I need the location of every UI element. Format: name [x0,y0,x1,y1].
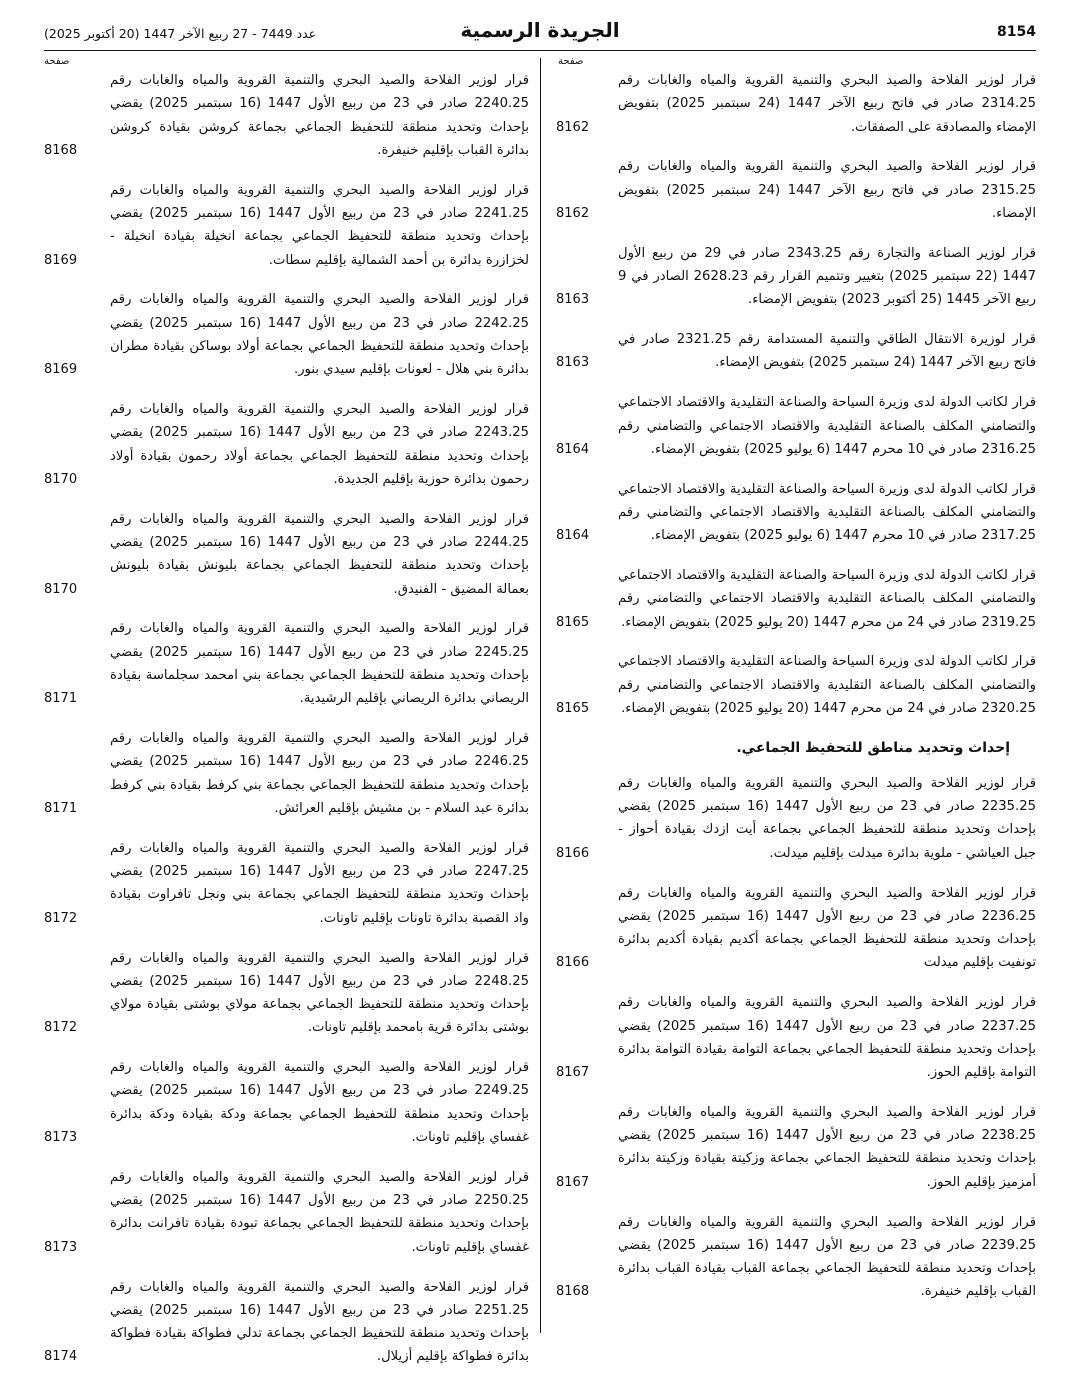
toc-entry [44,288,529,381]
toc-entry-text: قرار لكاتب الدولة لدى وزيرة السياحة والصناعة التقليدية والاقتصاد الاجتماعي والتضامني المكلف بالصناعة التقليدية والاقتصاد الاجتماعي والتضامني رقم 2316.25 صادر في 10 محرم 1447 (6 يوليو 2025) بتفويض الإمضاء. [618,395,1036,457]
toc-entry-text: قرار لكاتب الدولة لدى وزيرة السياحة والصناعة التقليدية والاقتصاد الاجتماعي والتضامني المكلف بالصناعة التقليدية والاقتصاد الاجتماعي والتضامني رقم 2320.25 صادر في 24 من محرم 1447 (20 يوليو 2025) بتفويض الإمضاء. [618,654,1036,717]
toc-entry [44,1056,529,1149]
left-entries [44,69,529,1385]
toc-entry [44,398,529,491]
toc-entry [552,991,1036,1084]
toc-entry-text: قرار لوزير الفلاحة والصيد البحري والتنمية القروية والمياه والغابات رقم 2246.25 صادر في 23 من ربيع الأول 1447 (16 سبتمبر 2025) يقضي بإحداث وتحديد منطقة للتحفيظ الجماعي بجماعة بني كرفط بقيادة بني كرفط بدائرة عبد السلام - بن مشيش بإقليم العرائش. [110,731,529,817]
toc-entry-page-number: 8164 [556,441,590,457]
toc-entry-page-number: 8173 [44,1130,78,1146]
toc-entry-page-number: 8165 [556,614,590,630]
toc-entry-text: قرار لوزير الفلاحة والصيد البحري والتنمية القروية والمياه والغابات رقم 2235.25 صادر في 23 من ربيع الأول 1447 (16 سبتمبر 2025) يقضي بإحداث وتحديد منطقة للتحفيظ الجماعي بجماعة أيت ازدك بقيادة أحواز - جبل العياشي - ملوية بدائرة ميدلت بإقليم ميدلت. [618,775,1036,861]
toc-entry [552,391,1036,461]
toc-entry-text: قرار لوزير الصناعة والتجارة رقم 2343.25 صادر في 29 من ربيع الأول 1447 (22 سبتمبر 2025) بتغيير وتتميم القرار رقم 2628.23 الصادر في 9 ربيع الآخر 1445 (25 أكتوبر 2023) بتفويض الإمضاء. [618,245,1036,308]
toc-entry [552,650,1036,720]
toc-entry-page-number: 8169 [44,252,78,268]
header-issue-info: عدد 7449 - 27 ربيع الآخر 1447 (20 أكتوبر 2025) [44,26,317,41]
toc-entry-text: قرار لوزير الفلاحة والصيد البحري والتنمية القروية والمياه والغابات رقم 2248.25 صادر في 23 من ربيع الأول 1447 (16 سبتمبر 2025) يقضي بإحداث وتحديد منطقة للتحفيظ الجماعي بجماعة مولاي بوشتى بقيادة مولاي بوشتى بدائرة قرية بامحمد بإقليم تاونات. [110,950,529,1036]
toc-entry [552,155,1036,225]
toc-entry [552,882,1036,975]
column-divider [540,58,541,1333]
toc-entry-page-number: 8172 [44,910,78,926]
header-divider [44,50,1036,51]
toc-entry-page-number: 8165 [556,701,590,717]
toc-entry-page-number: 8168 [556,1284,590,1300]
toc-entry-text: قرار لوزير الفلاحة والصيد البحري والتنمية القروية والمياه والغابات رقم 2242.25 صادر في 23 من ربيع الأول 1447 (16 سبتمبر 2025) يقضي بإحداث وتحديد منطقة للتحفيظ الجماعي بجماعة أولاد بوساكن بقيادة مطران بدائرة بني هلال - لعونات بإقليم سيدي بنور. [110,292,529,378]
toc-entry-text: قرار لوزير الفلاحة والصيد البحري والتنمية القروية والمياه والغابات رقم 2250.25 صادر في 23 من ربيع الأول 1447 (16 سبتمبر 2025) يقضي بإحداث وتحديد منطقة للتحفيظ الجماعي بجماعة تبودة بقيادة تافرانت بدائرة غفساي بإقليم تاونات. [110,1169,529,1255]
toc-entry-text: قرار لوزير الفلاحة والصيد البحري والتنمية القروية والمياه والغابات رقم 2245.25 صادر في 23 من ربيع الأول 1447 (16 سبتمبر 2025) يقضي بإحداث وتحديد منطقة للتحفيظ الجماعي بجماعة بني امحمد سجلماسة بقيادة الريصاني بدائرة الريصاني بإقليم الرشيدية. [110,621,529,707]
toc-entry [552,1211,1036,1304]
toc-entry [552,69,1036,139]
toc-entry-page-number: 8167 [556,1174,590,1190]
toc-entry-text: قرار لوزير الفلاحة والصيد البحري والتنمية القروية والمياه والغابات رقم 2315.25 صادر في فاتح ربيع الآخر 1447 (24 سبتمبر 2025) بتفويض الإمضاء. [618,159,1037,221]
toc-entry-page-number: 8169 [44,362,78,378]
toc-entry-text: قرار لوزير الفلاحة والصيد البحري والتنمية القروية والمياه والغابات رقم 2241.25 صادر في 23 من ربيع الأول 1447 (16 سبتمبر 2025) يقضي بإحداث وتحديد منطقة للتحفيظ الجماعي بجماعة انخيلة بقيادة انخيلة - لخزازرة بدائرة بن أحمد الشمالية بإقليم سطات. [110,182,529,268]
toc-entry [44,179,529,272]
toc-entry-page-number: 8172 [44,1020,78,1036]
toc-entry [44,947,529,1040]
toc-entry [552,564,1036,634]
page-column-label: صفحة [558,56,584,67]
toc-entry [552,772,1036,865]
toc-entry [44,837,529,930]
toc-entry [552,328,1036,375]
toc-entry-text: قرار لوزير الفلاحة والصيد البحري والتنمية القروية والمياه والغابات رقم 2251.25 صادر في 23 من ربيع الأول 1447 (16 سبتمبر 2025) يقضي بإحداث وتحديد منطقة للتحفيظ الجماعي بجماعة تدلي فطواكة بقيادة فطواكة بدائرة فطواكة بإقليم أزيلال. [110,1279,529,1365]
toc-entry-page-number: 8168 [44,142,78,158]
toc-entry [552,478,1036,548]
toc-entry [552,242,1036,312]
toc-entry-text: قرار لوزير الفلاحة والصيد البحري والتنمية القروية والمياه والغابات رقم 2243.25 صادر في 23 من ربيع الأول 1447 (16 سبتمبر 2025) يقضي بإحداث وتحديد منطقة للتحفيظ الجماعي بجماعة أولاد رحمون بقيادة أولاد رحمون بدائرة حوزية بإقليم الجديدة. [110,402,529,487]
toc-entry-text: قرار لكاتب الدولة لدى وزيرة السياحة والصناعة التقليدية والاقتصاد الاجتماعي والتضامني المكلف بالصناعة التقليدية والاقتصاد الاجتماعي والتضامني رقم 2317.25 صادر في 10 محرم 1447 (6 يوليو 2025) بتفويض الإمضاء. [618,481,1036,544]
toc-entry [44,727,529,820]
toc-entry [44,1166,529,1259]
toc-entry-page-number: 8174 [44,1349,78,1365]
header-page-number: 8154 [997,24,1036,40]
toc-entry [44,617,529,710]
toc-entry-page-number: 8162 [556,119,590,135]
toc-entry [44,508,529,601]
toc-entry-page-number: 8166 [556,955,590,971]
header-title: الجريدة الرسمية [460,18,620,42]
toc-entry [552,1101,1036,1194]
toc-entry-text: قرار لوزير الفلاحة والصيد البحري والتنمية القروية والمياه والغابات رقم 2244.25 صادر في 23 من ربيع الأول 1447 (16 سبتمبر 2025) يقضي بإحداث وتحديد منطقة للتحفيظ الجماعي بجماعة بليونش بقيادة بليونش بعمالة المضيق - الفنيدق. [110,511,529,597]
section-title: إحداث وتحديد مناطق للتحفيظ الجماعي. [736,739,1010,756]
page-header [44,18,1036,48]
toc-entry-text: قرار لوزير الفلاحة والصيد البحري والتنمية القروية والمياه والغابات رقم 2238.25 صادر في 23 من ربيع الأول 1447 (16 سبتمبر 2025) يقضي بإحداث وتحديد منطقة للتحفيظ الجماعي بجماعة وزكيتة بقيادة وزكيتة بدائرة أمزميز بإقليم الحوز. [618,1104,1036,1190]
toc-entry-page-number: 8164 [556,528,590,544]
toc-entry-text: قرار لوزير الفلاحة والصيد البحري والتنمية القروية والمياه والغابات رقم 2237.25 صادر في 23 من ربيع الأول 1447 (16 سبتمبر 2025) يقضي بإحداث وتحديد منطقة للتحفيظ الجماعي بجماعة التوامة بقيادة التوامة بدائرة التوامة بإقليم الحوز. [618,995,1036,1081]
toc-entry-text: قرار لوزير الفلاحة والصيد البحري والتنمية القروية والمياه والغابات رقم 2314.25 صادر في فاتح ربيع الآخر 1447 (24 سبتمبر 2025) بتفويض الإمضاء والمصادقة على الصفقات. [618,73,1037,135]
toc-entry-page-number: 8162 [556,205,590,221]
toc-entry-page-number: 8166 [556,845,590,861]
toc-entry-text: قرار لوزير الفلاحة والصيد البحري والتنمية القروية والمياه والغابات رقم 2239.25 صادر في 23 من ربيع الأول 1447 (16 سبتمبر 2025) يقضي بإحداث وتحديد منطقة للتحفيظ الجماعي بجماعة القباب بقيادة القباب بدائرة القباب بإقليم خنيفرة. [618,1214,1036,1300]
toc-entry-text: قرار لوزير الفلاحة والصيد البحري والتنمية القروية والمياه والغابات رقم 2247.25 صادر في 23 من ربيع الأول 1447 (16 سبتمبر 2025) يقضي بإحداث وتحديد منطقة للتحفيظ الجماعي بجماعة بني ونجل تافراوت بقيادة واد القصبة بدائرة تاونات بإقليم تاونات. [110,840,529,926]
toc-entry-page-number: 8171 [44,801,78,817]
toc-entry-page-number: 8170 [44,471,78,487]
page-column-label: صفحة [44,56,70,67]
toc-entry-text: قرار لوزير الفلاحة والصيد البحري والتنمية القروية والمياه والغابات رقم 2240.25 صادر في 23 من ربيع الأول 1447 (16 سبتمبر 2025) يقضي بإحداث وتحديد منطقة للتحفيظ الجماعي بجماعة كروشن بقيادة كروشن بدائرة القباب بإقليم خنيفرة. [110,73,529,158]
toc-entry-page-number: 8167 [556,1065,590,1081]
toc-entry-page-number: 8163 [556,292,590,308]
toc-entry [44,69,529,162]
toc-entry-text: قرار لوزيرة الانتقال الطاقي والتنمية المستدامة رقم 2321.25 صادر في فاتح ربيع الآخر 1447 (24 سبتمبر 2025) بتفويض الإمضاء. [618,332,1036,371]
toc-entry-page-number: 8173 [44,1239,78,1255]
toc-entry-page-number: 8171 [44,691,78,707]
toc-entry-text: قرار لوزير الفلاحة والصيد البحري والتنمية القروية والمياه والغابات رقم 2236.25 صادر في 23 من ربيع الأول 1447 (16 سبتمبر 2025) يقضي بإحداث وتحديد منطقة للتحفيظ الجماعي بجماعة أكديم بقيادة أكديم بدائرة تونفيت بإقليم ميدلت [618,885,1036,971]
toc-entry-page-number: 8170 [44,581,78,597]
toc-entry-text: قرار لكاتب الدولة لدى وزيرة السياحة والصناعة التقليدية والاقتصاد الاجتماعي والتضامني المكلف بالصناعة التقليدية والاقتصاد الاجتماعي والتضامني رقم 2319.25 صادر في 24 من محرم 1447 (20 يوليو 2025) بتفويض الإمضاء. [618,568,1036,630]
toc-entry-text: قرار لوزير الفلاحة والصيد البحري والتنمية القروية والمياه والغابات رقم 2249.25 صادر في 23 من ربيع الأول 1447 (16 سبتمبر 2025) يقضي بإحداث وتحديد منطقة للتحفيظ الجماعي بجماعة ودكة بقيادة ودكة بدائرة غفساي بإقليم تاونات. [110,1060,529,1146]
toc-entry-page-number: 8163 [556,355,590,371]
right-entries [552,69,1036,1320]
